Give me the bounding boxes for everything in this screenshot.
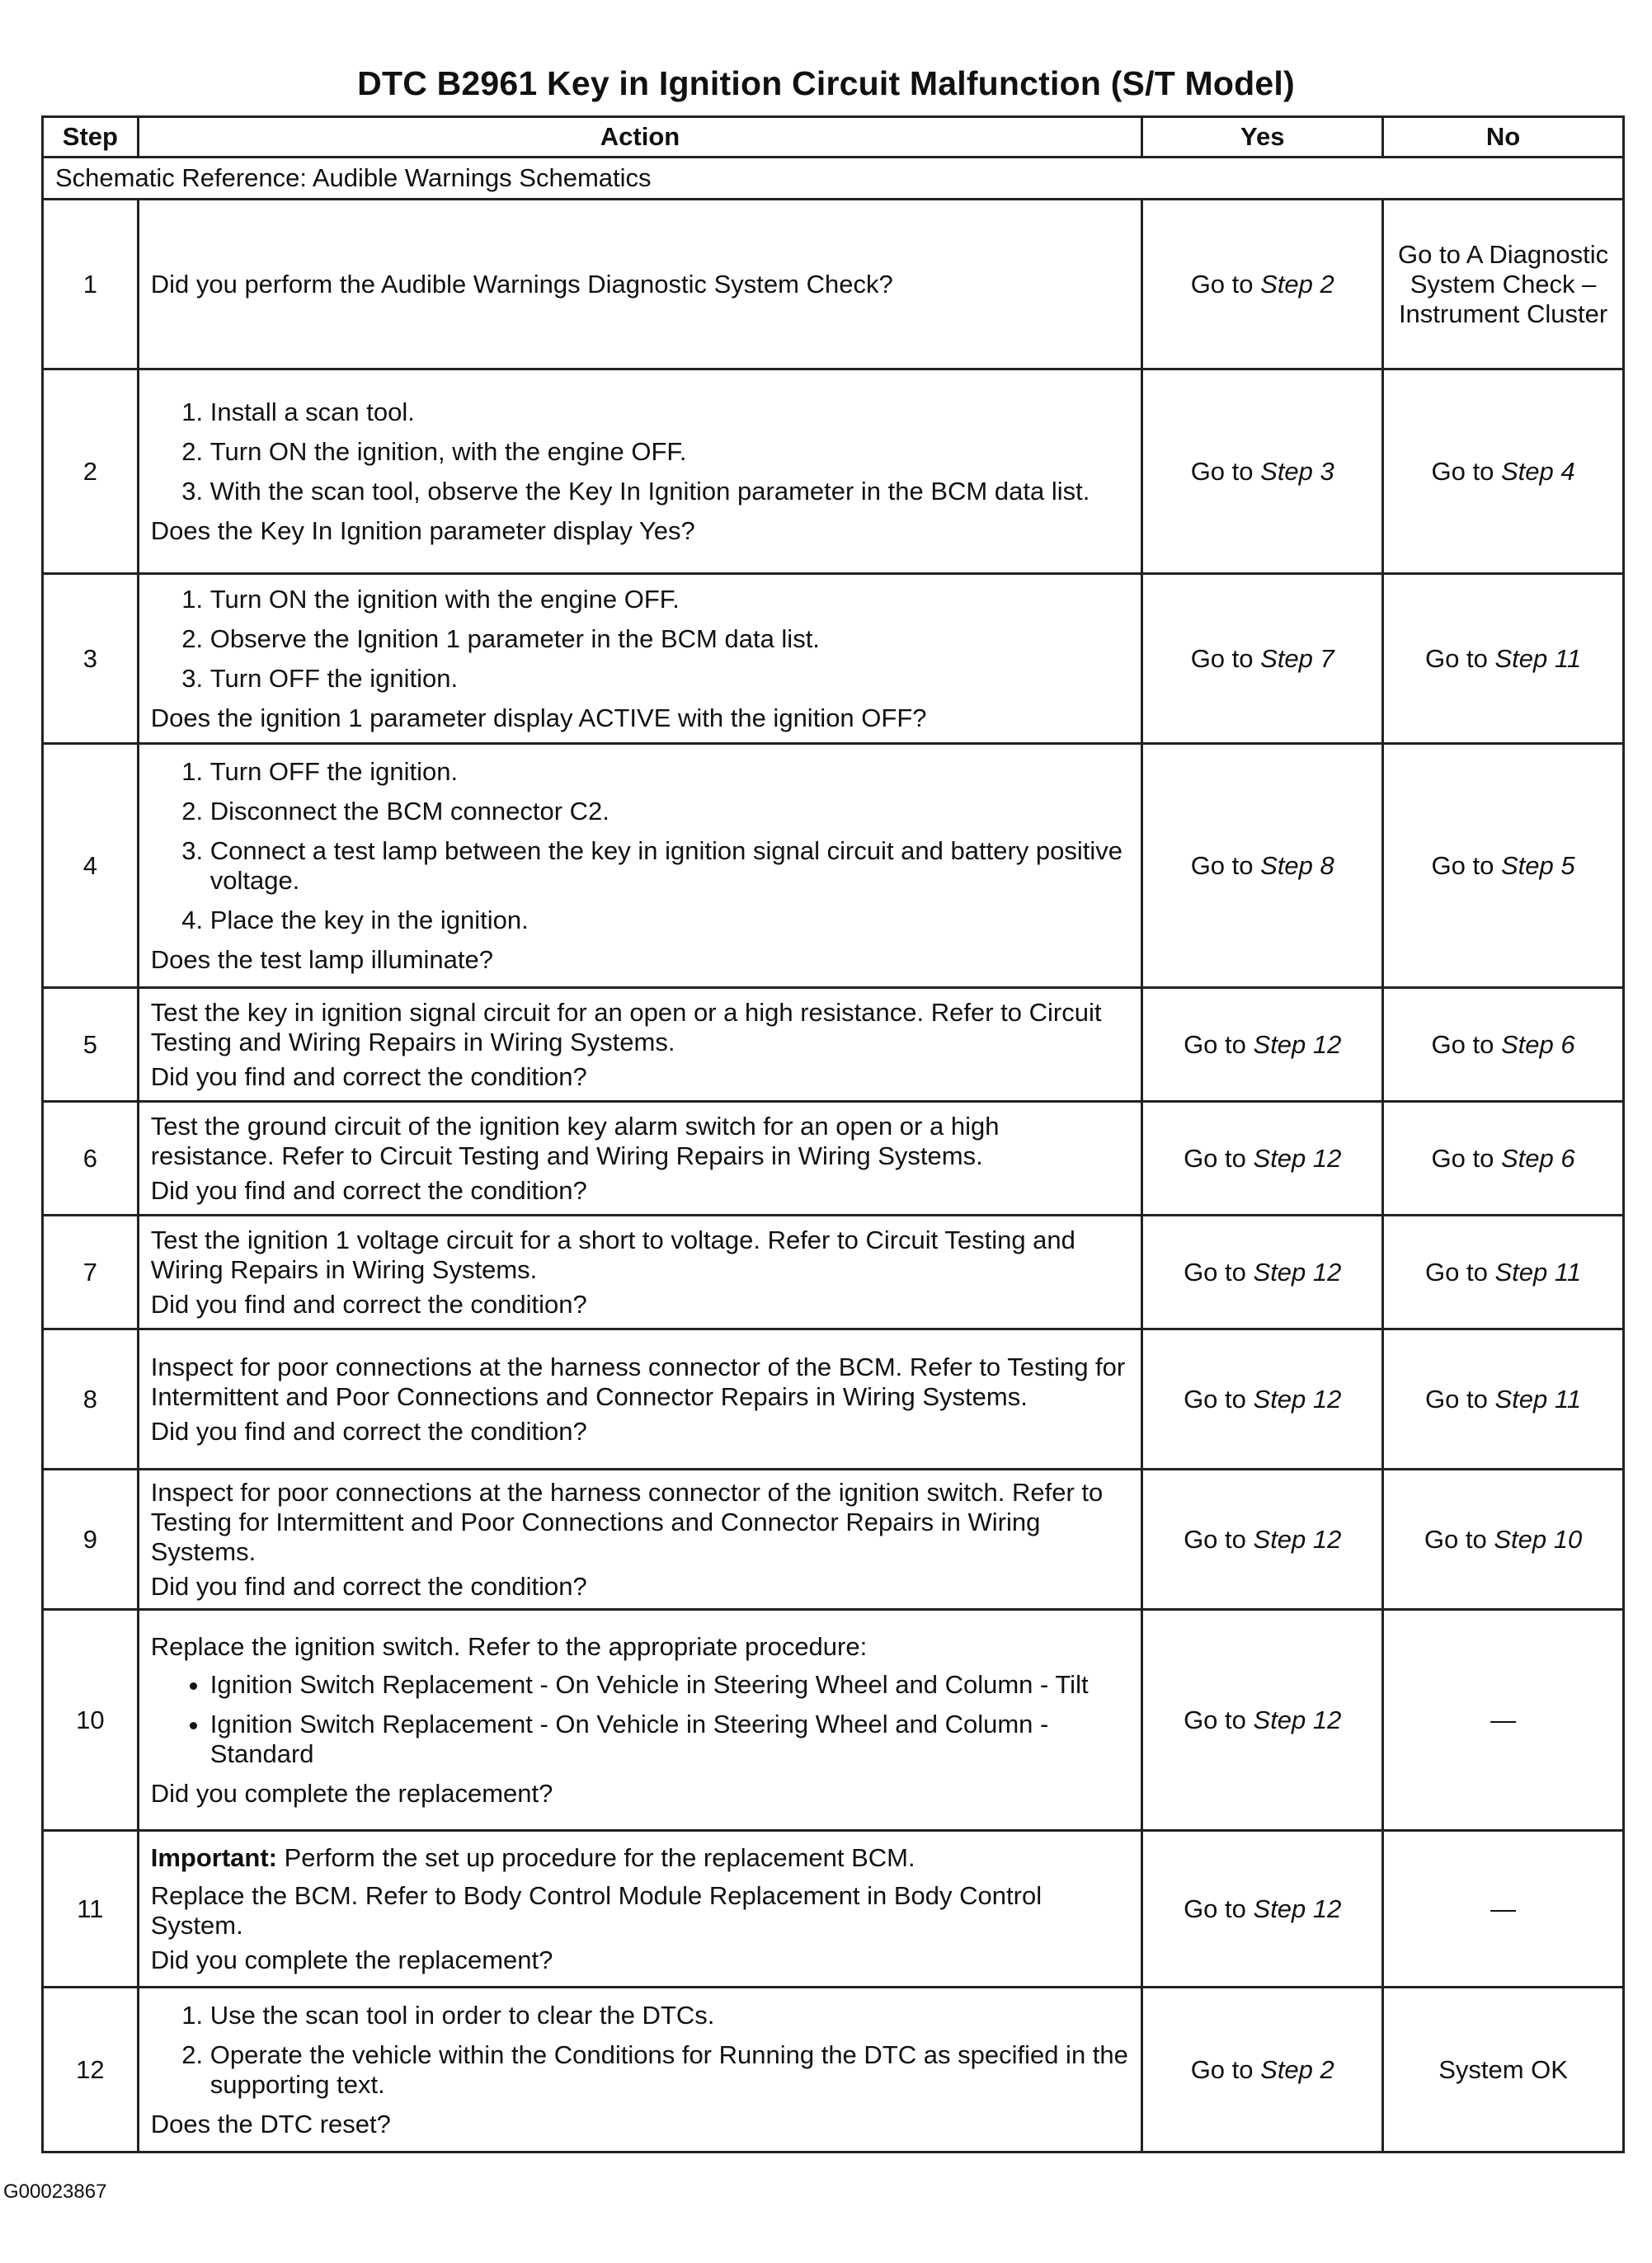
no-cell: — bbox=[1383, 1831, 1624, 1988]
goto-step-link: Step 3 bbox=[1260, 456, 1334, 486]
table-row bbox=[43, 744, 1624, 988]
action-cell bbox=[138, 1102, 1142, 1216]
step-number: 9 bbox=[43, 1470, 139, 1610]
no-cell bbox=[1383, 744, 1624, 988]
goto-prefix: Go to bbox=[1431, 850, 1494, 880]
header-yes: Yes bbox=[1142, 117, 1383, 158]
action-cell bbox=[138, 1470, 1142, 1610]
goto-step-link: Step 2 bbox=[1260, 2054, 1334, 2084]
no-cell bbox=[1383, 988, 1624, 1102]
goto-step-link: Step 12 bbox=[1253, 1257, 1342, 1287]
diagnostic-table bbox=[41, 115, 1625, 2153]
no-cell bbox=[1383, 1470, 1624, 1610]
table-body bbox=[43, 158, 1624, 2152]
action-question: Did you find and correct the condition? bbox=[150, 1289, 587, 1319]
no-cell bbox=[1383, 369, 1624, 574]
figure-id: G00023867 bbox=[3, 2181, 107, 2203]
action-question: Did you find and correct the condition? bbox=[150, 1175, 587, 1205]
goto-step-link: Step 12 bbox=[1253, 1894, 1342, 1923]
action-question: Did you find and correct the condition? bbox=[150, 1571, 587, 1601]
yes-cell bbox=[1142, 1470, 1383, 1610]
action-question: Does the ignition 1 parameter display ACTIVE with the ignition OFF? bbox=[150, 703, 927, 732]
goto-prefix: Go to bbox=[1184, 1143, 1246, 1173]
goto-step-link: Step 11 bbox=[1494, 1384, 1582, 1414]
numbered-steps bbox=[151, 757, 1130, 935]
step-number: 8 bbox=[43, 1329, 139, 1470]
numbered-step: 3. Connect a test lamp between the key in ignition signal circuit and battery positive voltage. bbox=[210, 836, 1130, 896]
header-action: Action bbox=[138, 117, 1142, 158]
numbered-step: 1. Turn OFF the ignition. bbox=[210, 757, 1130, 787]
numbered-step: 2. Operate the vehicle within the Conditions for Running the DTC as specified in the supporting text. bbox=[210, 2040, 1130, 2100]
action-text: Inspect for poor connections at the harness connector of the ignition switch. Refer to Testing for Intermittent and Poor Connections and Connector Repairs in Wiring Systems. bbox=[150, 1477, 1104, 1566]
header-no: No bbox=[1383, 117, 1624, 158]
table-row bbox=[43, 200, 1624, 369]
step-number: 10 bbox=[43, 1610, 139, 1831]
action-text: Test the ground circuit of the ignition key alarm switch for an open or a high resistance. Refer to Circuit Testing and Wiring Repairs in Wiring Systems. bbox=[150, 1111, 1000, 1170]
table-row bbox=[43, 1329, 1624, 1470]
numbered-step: 3. With the scan tool, observe the Key In Ignition parameter in the BCM data list. bbox=[210, 477, 1130, 506]
no-cell: — bbox=[1383, 1610, 1624, 1831]
goto-step-link: Step 11 bbox=[1494, 1257, 1582, 1287]
numbered-step: 1. Install a scan tool. bbox=[210, 398, 1130, 427]
action-text: Replace the ignition switch. Refer to the appropriate procedure: bbox=[150, 1631, 868, 1661]
goto-step-link: Step 4 bbox=[1500, 456, 1575, 486]
action-question: Did you complete the replacement? bbox=[150, 1945, 553, 1974]
goto-prefix: Go to bbox=[1190, 269, 1254, 299]
header-row bbox=[43, 117, 1624, 158]
numbered-step: 1. Use the scan tool in order to clear the DTCs. bbox=[210, 2001, 1130, 2030]
no-cell bbox=[1383, 574, 1624, 744]
important-text: Perform the set up procedure for the replacement BCM. bbox=[276, 1842, 915, 1872]
step-number: 5 bbox=[43, 988, 139, 1102]
numbered-steps bbox=[151, 585, 1130, 694]
goto-prefix: Go to bbox=[1190, 456, 1254, 486]
yes-cell bbox=[1142, 744, 1383, 988]
yes-cell bbox=[1142, 1831, 1383, 1988]
action-text: Inspect for poor connections at the harness connector of the BCM. Refer to Testing for Intermittent and Poor Connections and Connector Repairs in Wiring Systems. bbox=[150, 1352, 1126, 1411]
goto-prefix: Go to bbox=[1425, 643, 1488, 673]
goto-prefix: Go to bbox=[1184, 1524, 1246, 1554]
page-title: DTC B2961 Key in Ignition Circuit Malfunction (S/T Model) bbox=[357, 64, 1295, 102]
action-text: Replace the BCM. Refer to Body Control Module Replacement in Body Control System. bbox=[150, 1880, 1043, 1940]
action-cell bbox=[138, 200, 1142, 369]
yes-cell bbox=[1142, 369, 1383, 574]
procedure-item: • Ignition Switch Replacement - On Vehicle in Steering Wheel and Column - Standard bbox=[210, 1710, 1130, 1769]
step-number: 6 bbox=[43, 1102, 139, 1216]
goto-step-link: Step 6 bbox=[1500, 1029, 1575, 1059]
action-question: Does the DTC reset? bbox=[150, 2109, 391, 2138]
goto-prefix: Go to bbox=[1184, 1029, 1246, 1059]
no-cell bbox=[1383, 1102, 1624, 1216]
yes-cell bbox=[1142, 1610, 1383, 1831]
yes-cell bbox=[1142, 988, 1383, 1102]
step-number: 12 bbox=[43, 1988, 139, 2152]
no-cell: System OK bbox=[1383, 1988, 1624, 2152]
numbered-steps bbox=[151, 2001, 1130, 2100]
action-cell bbox=[138, 574, 1142, 744]
goto-step-link: Step 11 bbox=[1494, 643, 1582, 673]
goto-prefix: Go to bbox=[1190, 643, 1254, 673]
action-cell bbox=[138, 744, 1142, 988]
no-cell bbox=[1383, 1329, 1624, 1470]
goto-prefix: Go to bbox=[1184, 1384, 1246, 1414]
table-row bbox=[43, 1470, 1624, 1610]
table-row bbox=[43, 988, 1624, 1102]
procedure-item: • Ignition Switch Replacement - On Vehicle in Steering Wheel and Column - Tilt bbox=[210, 1670, 1130, 1700]
step-number: 1 bbox=[43, 200, 139, 369]
goto-prefix: Go to bbox=[1431, 1143, 1494, 1173]
yes-cell bbox=[1142, 574, 1383, 744]
numbered-step: 2. Observe the Ignition 1 parameter in the BCM data list. bbox=[210, 624, 1130, 654]
action-cell bbox=[138, 988, 1142, 1102]
action-question: Did you find and correct the condition? bbox=[150, 1416, 587, 1446]
procedure-list bbox=[151, 1670, 1130, 1769]
action-cell bbox=[138, 1610, 1142, 1831]
table-row bbox=[43, 574, 1624, 744]
step-number: 4 bbox=[43, 744, 139, 988]
action-question: Does the Key In Ignition parameter display Yes? bbox=[150, 515, 695, 545]
no-cell bbox=[1383, 1216, 1624, 1329]
important-label: Important: bbox=[150, 1842, 277, 1872]
action-cell bbox=[138, 369, 1142, 574]
goto-step-link: Step 12 bbox=[1253, 1143, 1342, 1173]
step-number: 3 bbox=[43, 574, 139, 744]
goto-prefix: Go to bbox=[1425, 1257, 1488, 1287]
header-step: Step bbox=[43, 117, 139, 158]
numbered-steps bbox=[151, 398, 1130, 506]
table-row bbox=[43, 369, 1624, 574]
goto-prefix: Go to bbox=[1431, 456, 1494, 486]
yes-cell bbox=[1142, 1988, 1383, 2152]
action-question: Did you complete the replacement? bbox=[150, 1778, 553, 1808]
action-cell bbox=[138, 1831, 1142, 1988]
numbered-step: 2. Turn ON the ignition, with the engine OFF. bbox=[210, 437, 1130, 467]
yes-cell bbox=[1142, 1329, 1383, 1470]
goto-prefix: Go to bbox=[1184, 1257, 1246, 1287]
numbered-step: 2. Disconnect the BCM connector C2. bbox=[210, 797, 1130, 826]
schematic-reference-row bbox=[43, 158, 1624, 200]
action-cell bbox=[138, 1988, 1142, 2152]
table-row bbox=[43, 1831, 1624, 1988]
action-text: Test the ignition 1 voltage circuit for a short to voltage. Refer to Circuit Testing and Wiring Repairs in Wiring Systems. bbox=[150, 1225, 1075, 1284]
action-text: Did you perform the Audible Warnings Diagnostic System Check? bbox=[150, 269, 893, 299]
numbered-step: 4. Place the key in the ignition. bbox=[210, 906, 1130, 935]
goto-prefix: Go to bbox=[1425, 1384, 1488, 1414]
table-row bbox=[43, 1610, 1624, 1831]
action-cell bbox=[138, 1216, 1142, 1329]
yes-cell bbox=[1142, 1216, 1383, 1329]
table-row bbox=[43, 1988, 1624, 2152]
goto-step-link: Step 6 bbox=[1500, 1143, 1575, 1173]
goto-prefix: Go to bbox=[1190, 850, 1254, 880]
goto-step-link: Step 7 bbox=[1260, 643, 1334, 673]
action-question: Does the test lamp illuminate? bbox=[150, 944, 493, 974]
step-number: 7 bbox=[43, 1216, 139, 1329]
numbered-step: 3. Turn OFF the ignition. bbox=[210, 664, 1130, 694]
goto-step-link: Step 8 bbox=[1260, 850, 1334, 880]
goto-prefix: Go to bbox=[1190, 2054, 1254, 2084]
table-row bbox=[43, 1216, 1624, 1329]
goto-step-link: Step 12 bbox=[1253, 1384, 1342, 1414]
goto-prefix: Go to bbox=[1184, 1894, 1246, 1923]
goto-step-link: Step 10 bbox=[1494, 1524, 1583, 1554]
action-cell bbox=[138, 1329, 1142, 1470]
yes-cell bbox=[1142, 1102, 1383, 1216]
action-text: Test the key in ignition signal circuit for an open or a high resistance. Refer to Circuit Testing and Wiring Repairs in Wiring Systems. bbox=[150, 997, 1102, 1056]
goto-step-link: Step 12 bbox=[1253, 1029, 1342, 1059]
goto-prefix: Go to bbox=[1184, 1705, 1246, 1734]
goto-step-link: Step 12 bbox=[1253, 1524, 1342, 1554]
numbered-step: 1. Turn ON the ignition with the engine OFF. bbox=[210, 585, 1130, 614]
important-note bbox=[151, 1843, 1130, 1873]
goto-prefix: Go to bbox=[1431, 1029, 1494, 1059]
table-row bbox=[43, 1102, 1624, 1216]
goto-step-link: Step 5 bbox=[1500, 850, 1575, 880]
yes-cell bbox=[1142, 200, 1383, 369]
goto-step-link: Step 12 bbox=[1253, 1705, 1342, 1734]
action-question: Did you find and correct the condition? bbox=[150, 1061, 587, 1091]
step-number: 11 bbox=[43, 1831, 139, 1988]
schematic-reference: Schematic Reference: Audible Warnings Schematics bbox=[43, 158, 1624, 200]
no-cell: Go to A Diagnostic System Check – Instrument Cluster bbox=[1383, 200, 1624, 369]
goto-prefix: Go to bbox=[1424, 1524, 1487, 1554]
step-number: 2 bbox=[43, 369, 139, 574]
goto-step-link: Step 2 bbox=[1260, 269, 1334, 299]
